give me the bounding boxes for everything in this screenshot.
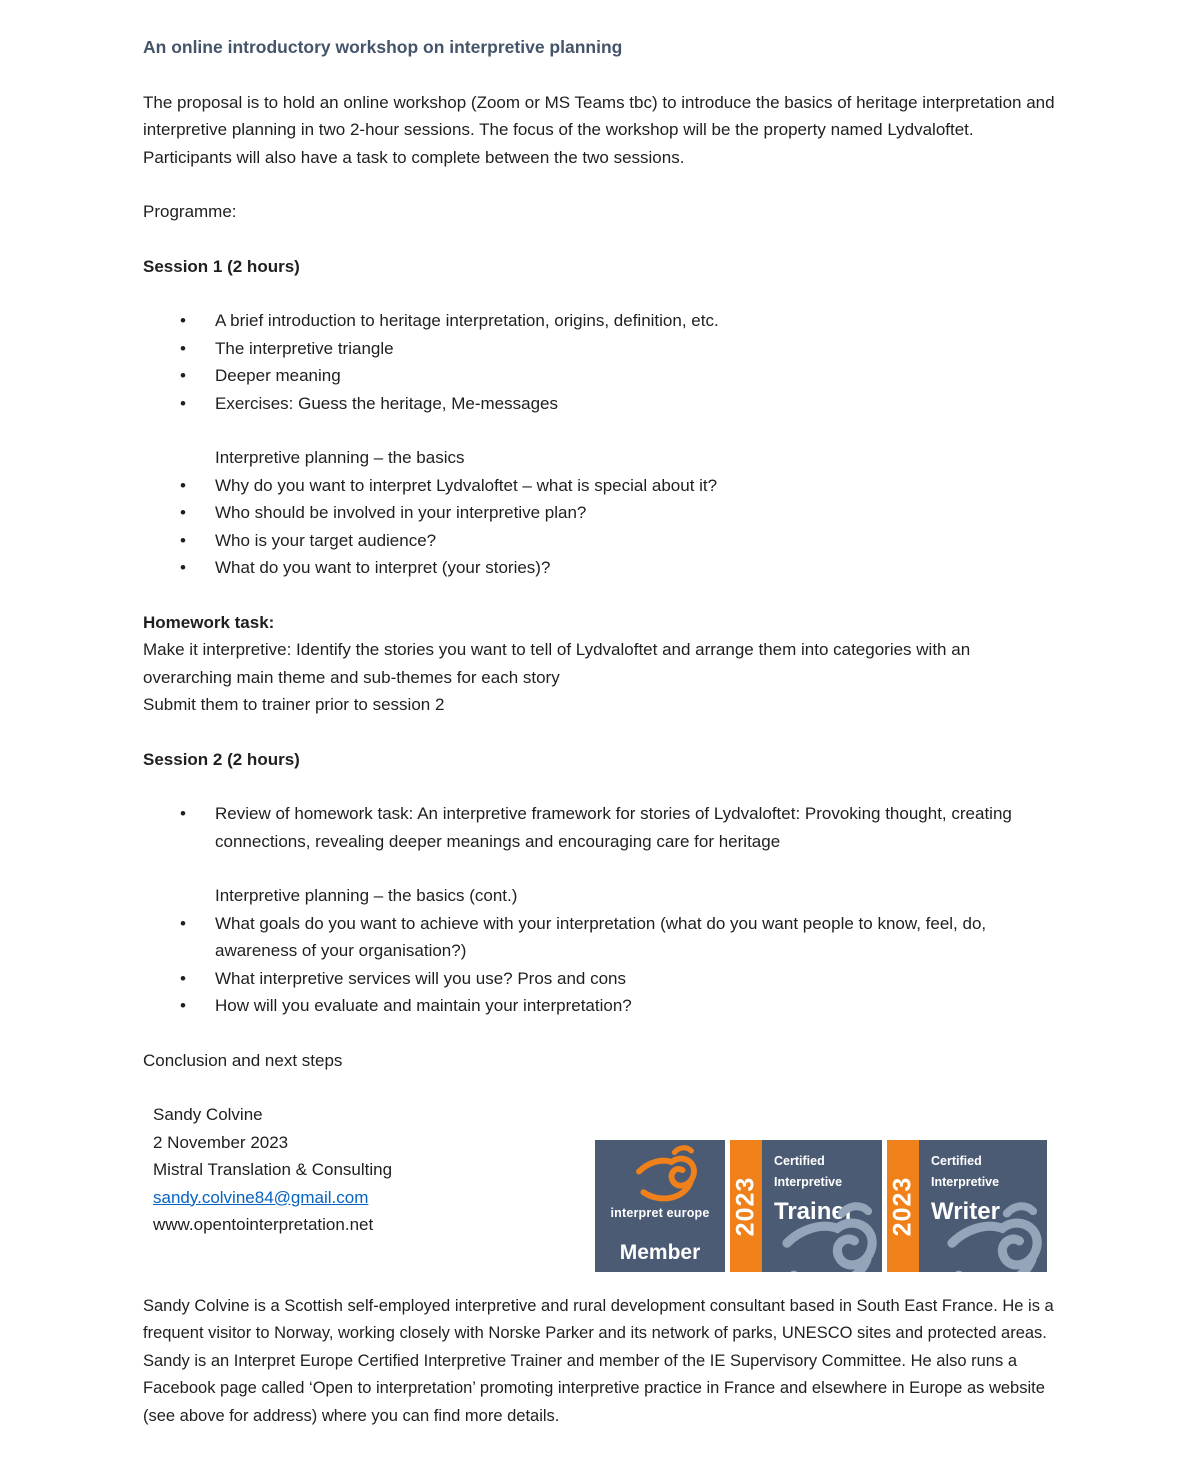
badge-role-label: Writer bbox=[931, 1198, 1000, 1225]
list-item: • A brief introduction to heritage interpretation, origins, definition, etc. bbox=[143, 307, 1057, 335]
session1-bullet-list-2 bbox=[143, 472, 1057, 582]
session2-bullet-list-2 bbox=[143, 910, 1057, 1020]
badge-role-label: Trainer bbox=[774, 1198, 855, 1225]
badge-cert-line: Interpretive bbox=[774, 1175, 843, 1189]
list-item: • The interpretive triangle bbox=[143, 335, 1057, 363]
writer-badge-panel bbox=[919, 1140, 1047, 1272]
session2-heading: Session 2 (2 hours) bbox=[143, 749, 300, 769]
session1-heading: Session 1 (2 hours) bbox=[143, 256, 300, 276]
certified-writer-badge bbox=[887, 1140, 1047, 1272]
homework-line: Submit them to trainer prior to session 2 bbox=[143, 695, 445, 714]
session2-subheading: Interpretive planning – the basics (cont.) bbox=[215, 886, 518, 905]
contact-email-link[interactable]: sandy.colvine84@gmail.com bbox=[153, 1187, 369, 1207]
list-item: • Why do you want to interpret Lydvaloftet – what is special about it? bbox=[143, 472, 1057, 500]
badge-brand-label: interpret europe bbox=[610, 1206, 710, 1220]
badge-year-stripe bbox=[887, 1140, 919, 1272]
homework-heading: Homework task: bbox=[143, 612, 275, 632]
list-item: • Review of homework task: An interpretive framework for stories of Lydvaloftet: Provoking thought, creating connections, revealing deeper meanings and encouraging care for heritage bbox=[143, 800, 1057, 855]
badge-member-label: Member bbox=[619, 1241, 701, 1264]
session2-bullet-list bbox=[143, 800, 1057, 855]
badge-cert-line: Certified bbox=[774, 1154, 825, 1168]
badge-strip bbox=[595, 1140, 1047, 1272]
list-item: • Exercises: Guess the heritage, Me-messages bbox=[143, 390, 1057, 418]
intro-paragraph: The proposal is to hold an online workshop (Zoom or MS Teams tbc) to introduce the basics of heritage interpretation and interpretive planning in two 2-hour sessions. The focus of the workshop will be the property named Lydvaloftet. Participants will also have a task to complete between the two sessions. bbox=[143, 92, 1055, 167]
certified-trainer-badge bbox=[730, 1140, 882, 1272]
trainer-badge-panel bbox=[762, 1140, 882, 1272]
badge-year: 2023 bbox=[888, 1176, 917, 1236]
list-item: • What interpretive services will you use? Pros and cons bbox=[143, 965, 1057, 993]
list-item: • What do you want to interpret (your stories)? bbox=[143, 554, 1057, 582]
badge-cert-line: Interpretive bbox=[931, 1175, 1000, 1189]
contact-company: Mistral Translation & Consulting bbox=[153, 1160, 393, 1179]
list-item: • What goals do you want to achieve with your interpretation (what do you want people to know, feel, do, awareness of your organisation?) bbox=[143, 910, 1057, 965]
interpret-europe-member-badge bbox=[595, 1140, 725, 1272]
list-item: • How will you evaluate and maintain your interpretation? bbox=[143, 992, 1057, 1020]
badge-cert-line: Certified bbox=[931, 1154, 982, 1168]
interpret-europe-watermark-icon bbox=[941, 1202, 1047, 1272]
homework-line: Make it interpretive: Identify the stories you want to tell of Lydvaloftet and arrange them into categories with an overarching main theme and sub-themes for each story bbox=[143, 640, 971, 687]
list-item: • Who is your target audience? bbox=[143, 527, 1057, 555]
contact-date: 2 November 2023 bbox=[153, 1132, 289, 1152]
conclusion-line: Conclusion and next steps bbox=[143, 1050, 343, 1070]
session1-subheading: Interpretive planning – the basics bbox=[215, 448, 465, 467]
bio-paragraph: Sandy Colvine is a Scottish self-employed interpretive and rural development consultant based in South East France. He is a frequent visitor to Norway, working closely with Norske Parker and its network of parks, UNESCO sites and protected areas. Sandy is an Interpret Europe Certified Interpretive Trainer and member of the IE Supervisory Committee. He also runs a Facebook page called ‘Open to interpretation’ promoting interpretive practice in France and elsewhere in Europe as website (see above for address) where you can find more details. bbox=[143, 1296, 1054, 1425]
list-item: • Deeper meaning bbox=[143, 362, 1057, 390]
badge-year: 2023 bbox=[731, 1176, 760, 1236]
contact-name: Sandy Colvine bbox=[153, 1105, 263, 1124]
session1-bullet-list bbox=[143, 307, 1057, 417]
list-item: • Who should be involved in your interpretive plan? bbox=[143, 499, 1057, 527]
interpret-europe-logo-icon bbox=[631, 1145, 709, 1207]
page-title: An online introductory workshop on interpretive planning bbox=[143, 37, 623, 57]
contact-website: www.opentointerpretation.net bbox=[153, 1215, 374, 1234]
badge-year-stripe bbox=[730, 1140, 762, 1272]
interpret-europe-watermark-icon bbox=[776, 1202, 882, 1272]
programme-label: Programme: bbox=[143, 202, 237, 221]
